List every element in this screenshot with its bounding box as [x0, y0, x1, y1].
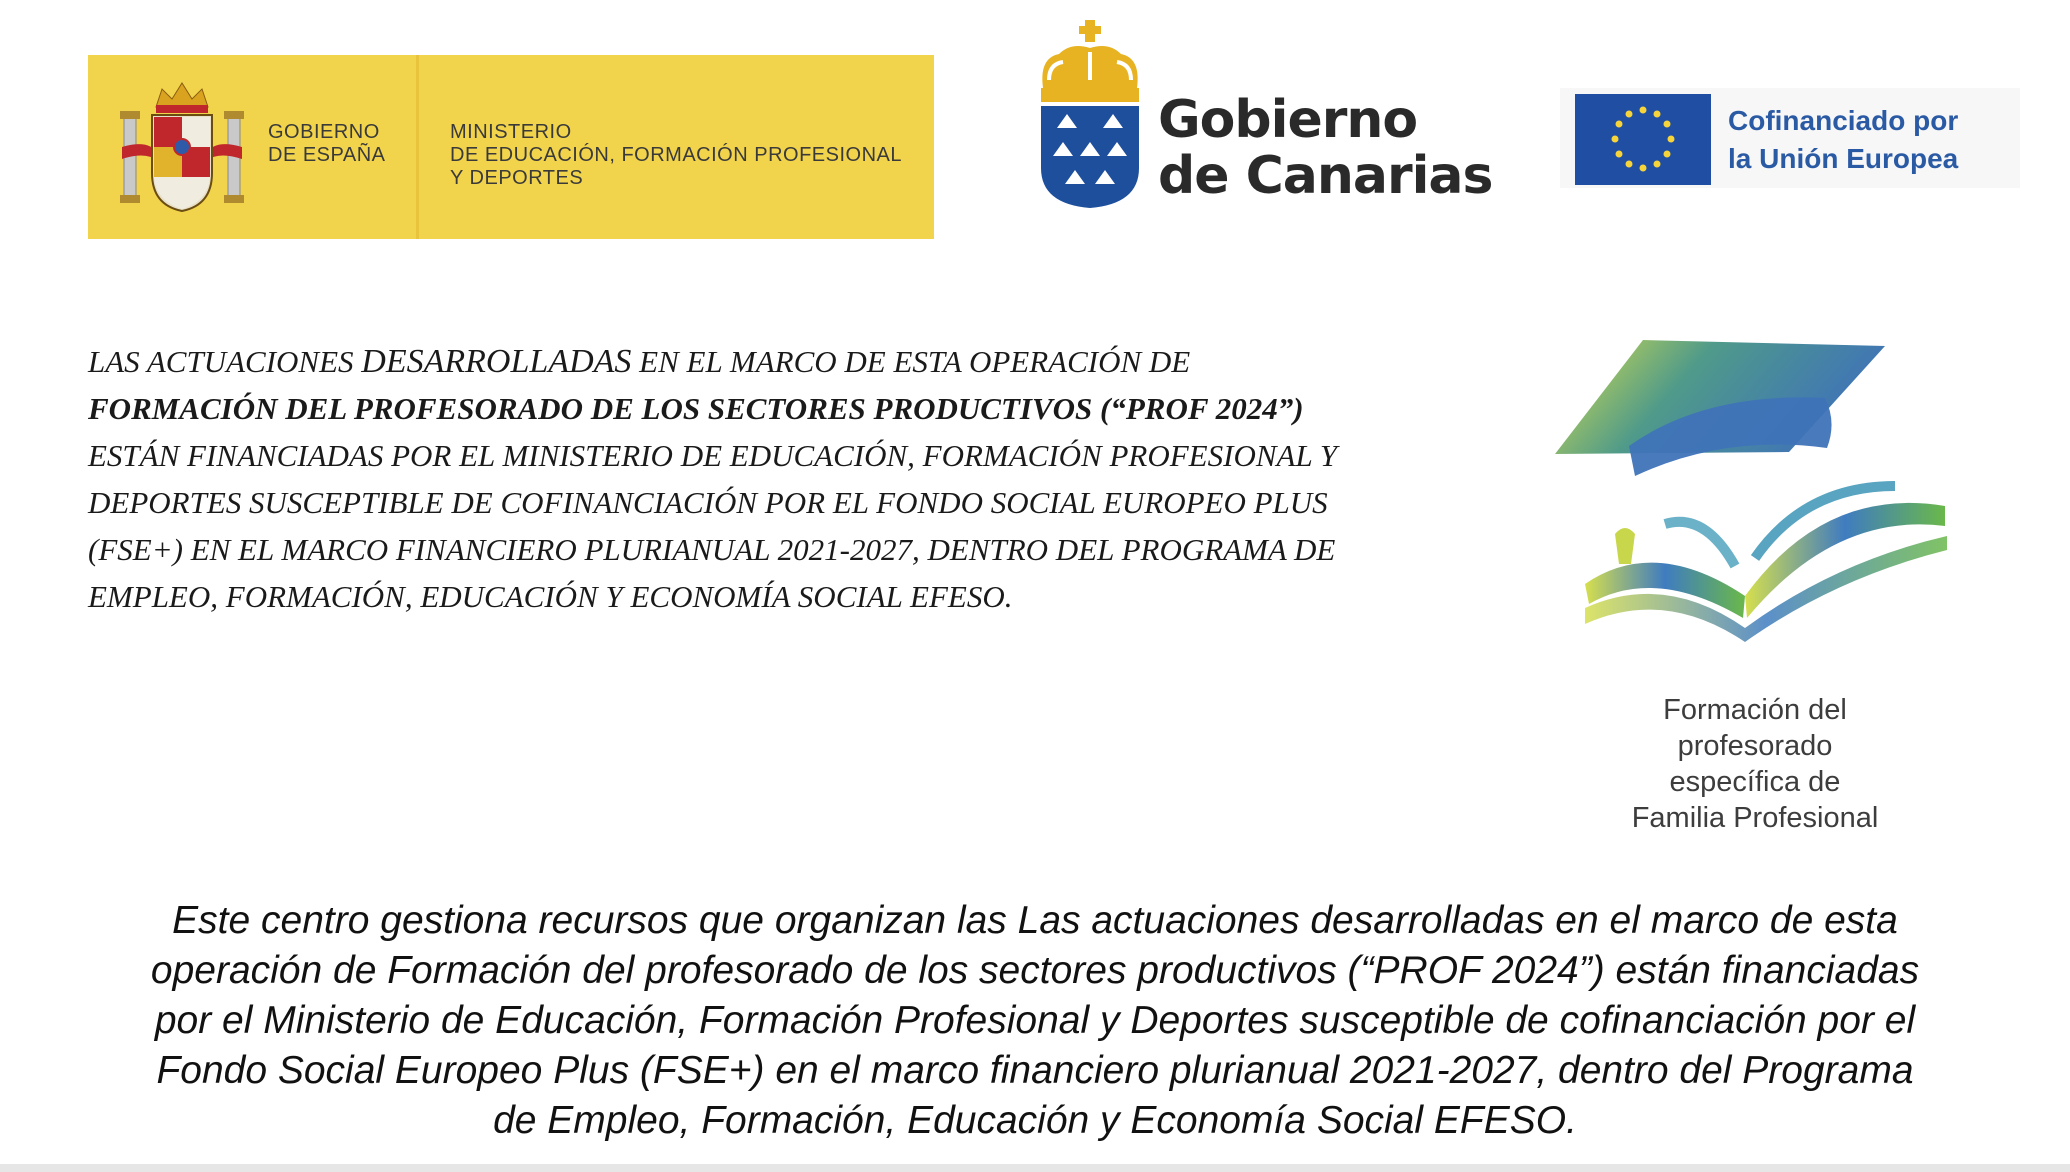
notice-line-4: DEPORTES SUSCEPTIBLE DE COFINANCIACIÓN POR EL FONDO SOCIAL EUROPEO PLUS — [88, 485, 1328, 520]
gobierno-espana-banner — [88, 55, 934, 239]
eu-flag-icon — [1575, 94, 1711, 185]
graduation-cap-book-icon — [1555, 336, 1955, 686]
funding-notice — [88, 338, 1518, 620]
eu-cofinanced-logo — [1560, 88, 2020, 188]
notice-line-6: EMPLEO, FORMACIÓN, EDUCACIÓN Y ECONOMÍA SOCIAL EFESO. — [88, 579, 1013, 614]
ministerio-label: MINISTERIO DE EDUCACIÓN, FORMACIÓN PROFESIONAL Y DEPORTES — [450, 121, 902, 189]
notice-line-1: LAS ACTUACIONES DESARROLLADAS EN EL MARCO DE ESTA OPERACIÓN DE — [88, 343, 1191, 380]
prof-logo-caption: Formación del profesorado específica de Familia Profesional — [1631, 694, 1879, 834]
notice-line-5: (FSE+) EN EL MARCO FINANCIERO PLURIANUAL 2021-2027, DENTRO DEL PROGRAMA DE — [88, 532, 1336, 567]
page-bottom-edge — [0, 1164, 2070, 1172]
banner-divider — [416, 55, 419, 239]
eu-cofinanced-label: Cofinanciado por la Unión Europea — [1728, 105, 1959, 174]
spain-coat-of-arms-icon — [118, 77, 246, 217]
statement-line: de Empleo, Formación, Educación y Economía Social EFESO. — [493, 1099, 1577, 1142]
statement-line: Fondo Social Europeo Plus (FSE+) en el marco financiero plurianual 2021-2027, dentro del Programa — [156, 1049, 1914, 1092]
center-funding-statement — [20, 896, 2050, 1146]
statement-line: Este centro gestiona recursos que organizan las Las actuaciones desarrolladas en el marco de esta — [172, 899, 1898, 942]
notice-line-3: ESTÁN FINANCIADAS POR EL MINISTERIO DE EDUCACIÓN, FORMACIÓN PROFESIONAL Y — [88, 438, 1338, 473]
gobierno-canarias-label: Gobierno de Canarias — [1158, 90, 1493, 206]
canarias-coat-of-arms-icon — [1035, 18, 1145, 210]
notice-line-2: FORMACIÓN DEL PROFESORADO DE LOS SECTORES PRODUCTIVOS (“PROF 2024”) — [88, 391, 1304, 426]
gobierno-espana-label: GOBIERNO DE ESPAÑA — [268, 121, 386, 166]
statement-line: operación de Formación del profesorado de los sectores productivos (“PROF 2024”) están financiadas — [150, 949, 1920, 992]
statement-line: por el Ministerio de Educación, Formación Profesional y Deportes susceptible de cofinanciación por el — [154, 999, 1916, 1042]
